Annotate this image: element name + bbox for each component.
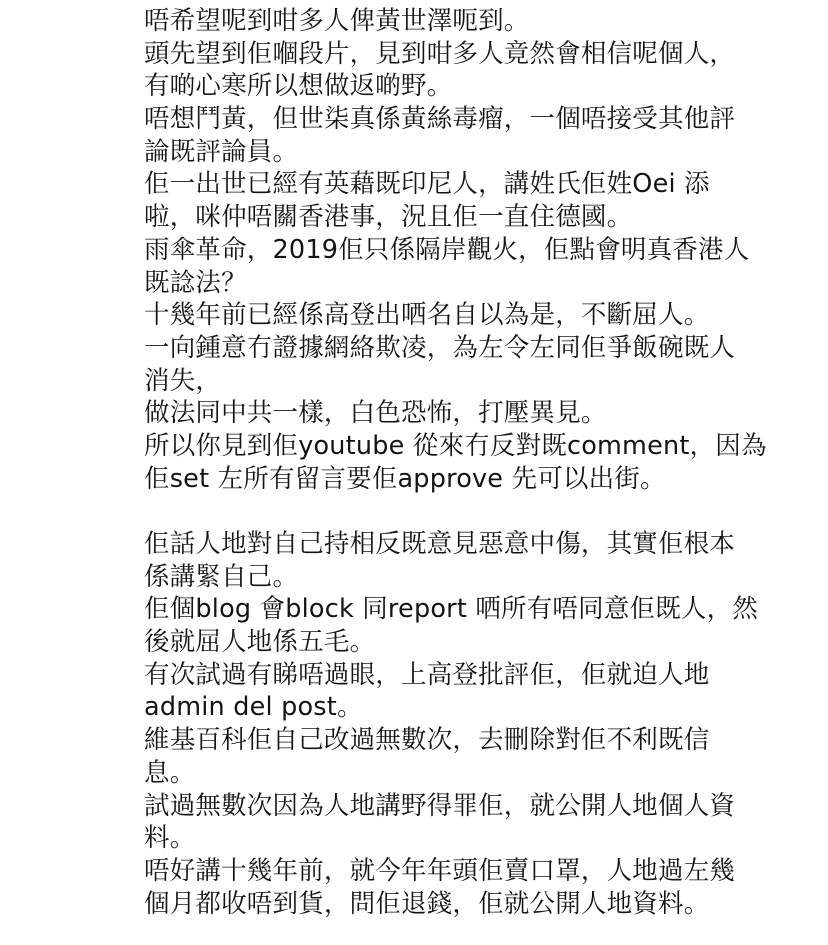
- text-line: 係講緊自己。: [144, 561, 299, 592]
- text-line: 維基百科佢自己改過無數次，去刪除對佢不利既信: [144, 725, 710, 756]
- text-line: 佢個blog 會block 同report 哂所有唔同意佢既人，然: [144, 594, 759, 625]
- text-line: 十幾年前已經係高登出哂名自以為是，不斷屈人。: [144, 300, 710, 331]
- text-line: 後就屈人地係五毛。: [144, 627, 376, 658]
- paragraph-gap: [144, 495, 808, 528]
- text-line: 息。: [144, 757, 196, 788]
- text-line: 唔想鬥黃，但世柒真係黃絲毒瘤，一個唔接受其他評: [144, 104, 736, 135]
- text-line: 有次試過有睇唔過眼，上高登批評佢，佢就迫人地: [144, 659, 710, 690]
- text-line: 做法同中共一樣，白色恐怖，打壓異見。: [144, 398, 607, 429]
- text-line: 個月都收唔到貨，問佢退錢，佢就公開人地資料。: [144, 888, 710, 919]
- text-line: 唔好講十幾年前，就今年年頭佢賣口罩，人地過左幾: [144, 855, 736, 886]
- text-line: 雨傘革命，2019佢只係隔岸觀火，佢點會明真香港人: [144, 234, 750, 265]
- post-body-text: [144, 5, 808, 920]
- text-line: 有啲心寒所以想做返啲野。: [144, 71, 453, 102]
- text-line: 唔希望呢到咁多人俾黃世澤呃到。: [144, 6, 530, 36]
- text-line: 佢一出世已經有英藉既印尼人，講姓氏佢姓Oei 添: [144, 169, 710, 200]
- text-line: 料。: [144, 823, 196, 854]
- text-line: 試過無數次因為人地講野得罪佢，就公開人地個人資: [144, 790, 736, 821]
- text-line: 論既評論員。: [144, 136, 299, 167]
- text-line: 一向鍾意冇證據網絡欺凌，為左令左同佢爭飯碗既人: [144, 332, 736, 363]
- text-line: 消失，: [144, 365, 222, 396]
- text-line: admin del post。: [144, 692, 363, 723]
- text-line: 啦，咪仲唔關香港事，況且佢一直住德國。: [144, 202, 633, 233]
- text-line: 佢話人地對自己持相反既意見惡意中傷，其實佢根本: [144, 529, 736, 559]
- text-line: 既諗法？: [144, 267, 247, 298]
- text-line: 頭先望到佢嗰段片，見到咁多人竟然會相信呢個人，: [144, 38, 736, 69]
- text-line: 佢set 左所有留言要佢approve 先可以出街。: [144, 463, 666, 494]
- text-line: 所以你見到佢youtube 從來冇反對既comment，因為: [144, 430, 767, 461]
